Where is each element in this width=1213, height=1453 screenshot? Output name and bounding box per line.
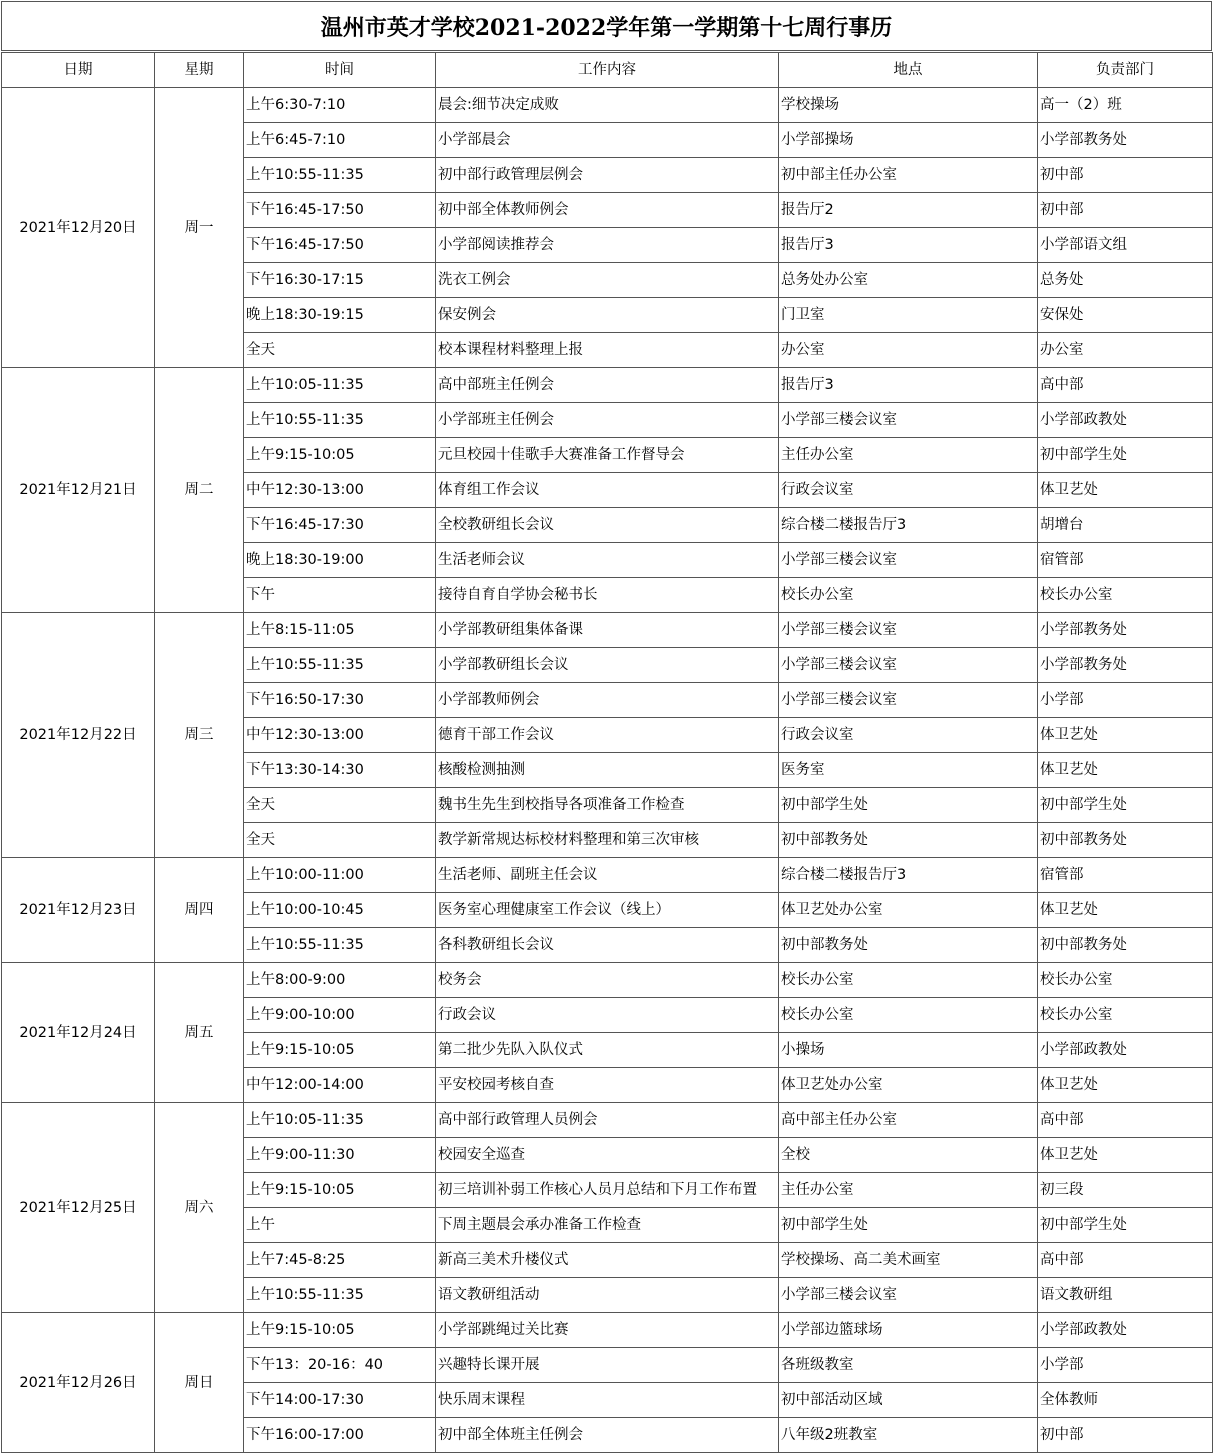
- dept-cell: 小学部: [1038, 683, 1213, 718]
- dept-cell: 高中部: [1038, 368, 1213, 403]
- header-time: 时间: [244, 53, 436, 88]
- time-cell: 上午10:00-10:45: [244, 893, 436, 928]
- table-row: [2, 1313, 1213, 1348]
- place-cell: 总务处办公室: [779, 263, 1038, 298]
- content-cell: 新高三美术升楼仪式: [436, 1243, 779, 1278]
- content-cell: 小学部教师例会: [436, 683, 779, 718]
- dept-cell: 初中部学生处: [1038, 788, 1213, 823]
- weekday-cell: 周日: [155, 1313, 244, 1453]
- place-cell: 高中部主任办公室: [779, 1103, 1038, 1138]
- time-cell: 下午16:45-17:50: [244, 193, 436, 228]
- place-cell: 初中部学生处: [779, 1208, 1038, 1243]
- time-cell: 下午16:45-17:50: [244, 228, 436, 263]
- content-cell: 初中部全体教师例会: [436, 193, 779, 228]
- place-cell: 小学部三楼会议室: [779, 543, 1038, 578]
- place-cell: 校长办公室: [779, 578, 1038, 613]
- place-cell: 办公室: [779, 333, 1038, 368]
- content-cell: 洗衣工例会: [436, 263, 779, 298]
- time-cell: 上午9:00-10:00: [244, 998, 436, 1033]
- place-cell: 小学部三楼会议室: [779, 1278, 1038, 1313]
- dept-cell: 初中部: [1038, 158, 1213, 193]
- content-cell: 平安校园考核自查: [436, 1068, 779, 1103]
- place-cell: 综合楼二楼报告厅3: [779, 858, 1038, 893]
- content-cell: 小学部晨会: [436, 123, 779, 158]
- dept-cell: 语文教研组: [1038, 1278, 1213, 1313]
- date-cell: 2021年12月23日: [2, 858, 155, 963]
- content-cell: 晨会:细节决定成败: [436, 88, 779, 123]
- dept-cell: 小学部教务处: [1038, 123, 1213, 158]
- time-cell: 上午10:55-11:35: [244, 928, 436, 963]
- place-cell: 初中部主任办公室: [779, 158, 1038, 193]
- dept-cell: 宿管部: [1038, 858, 1213, 893]
- time-cell: 中午12:30-13:00: [244, 473, 436, 508]
- dept-cell: 体卫艺处: [1038, 753, 1213, 788]
- content-cell: 核酸检测抽测: [436, 753, 779, 788]
- time-cell: 全天: [244, 788, 436, 823]
- time-cell: 上午10:00-11:00: [244, 858, 436, 893]
- schedule-body: [2, 88, 1213, 1453]
- dept-cell: 总务处: [1038, 263, 1213, 298]
- place-cell: 小学部边篮球场: [779, 1313, 1038, 1348]
- dept-cell: 小学部政教处: [1038, 1033, 1213, 1068]
- time-cell: 上午10:55-11:35: [244, 648, 436, 683]
- place-cell: 小学部三楼会议室: [779, 613, 1038, 648]
- time-cell: 下午16:50-17:30: [244, 683, 436, 718]
- date-cell: 2021年12月22日: [2, 613, 155, 858]
- place-cell: 综合楼二楼报告厅3: [779, 508, 1038, 543]
- place-cell: 小学部操场: [779, 123, 1038, 158]
- content-cell: 体育组工作会议: [436, 473, 779, 508]
- weekday-cell: 周一: [155, 88, 244, 368]
- content-cell: 校园安全巡查: [436, 1138, 779, 1173]
- content-cell: 初中部行政管理层例会: [436, 158, 779, 193]
- place-cell: 小学部三楼会议室: [779, 648, 1038, 683]
- dept-cell: 体卫艺处: [1038, 473, 1213, 508]
- time-cell: 上午8:15-11:05: [244, 613, 436, 648]
- dept-cell: 体卫艺处: [1038, 718, 1213, 753]
- dept-cell: 小学部: [1038, 1348, 1213, 1383]
- content-cell: 高中部行政管理人员例会: [436, 1103, 779, 1138]
- dept-cell: 体卫艺处: [1038, 1068, 1213, 1103]
- time-cell: 上午8:00-9:00: [244, 963, 436, 998]
- place-cell: 初中部学生处: [779, 788, 1038, 823]
- place-cell: 小学部三楼会议室: [779, 403, 1038, 438]
- place-cell: 各班级教室: [779, 1348, 1038, 1383]
- time-cell: 上午9:15-10:05: [244, 1173, 436, 1208]
- place-cell: 体卫艺处办公室: [779, 893, 1038, 928]
- content-cell: 小学部教研组长会议: [436, 648, 779, 683]
- content-cell: 高中部班主任例会: [436, 368, 779, 403]
- header-dept: 负责部门: [1038, 53, 1213, 88]
- content-cell: 各科教研组长会议: [436, 928, 779, 963]
- place-cell: 主任办公室: [779, 1173, 1038, 1208]
- header-weekday: 星期: [155, 53, 244, 88]
- dept-cell: 初三段: [1038, 1173, 1213, 1208]
- place-cell: 主任办公室: [779, 438, 1038, 473]
- header-content: 工作内容: [436, 53, 779, 88]
- table-row: [2, 88, 1213, 123]
- time-cell: 晚上18:30-19:00: [244, 543, 436, 578]
- place-cell: 体卫艺处办公室: [779, 1068, 1038, 1103]
- table-row: [2, 613, 1213, 648]
- weekday-cell: 周四: [155, 858, 244, 963]
- dept-cell: 小学部语文组: [1038, 228, 1213, 263]
- content-cell: 魏书生先生到校指导各项准备工作检查: [436, 788, 779, 823]
- date-cell: 2021年12月25日: [2, 1103, 155, 1313]
- weekday-cell: 周六: [155, 1103, 244, 1313]
- date-cell: 2021年12月24日: [2, 963, 155, 1103]
- content-cell: 保安例会: [436, 298, 779, 333]
- time-cell: 上午10:55-11:35: [244, 1278, 436, 1313]
- weekday-cell: 周三: [155, 613, 244, 858]
- place-cell: 行政会议室: [779, 718, 1038, 753]
- dept-cell: 胡增台: [1038, 508, 1213, 543]
- dept-cell: 初中部教务处: [1038, 928, 1213, 963]
- time-cell: 上午10:05-11:35: [244, 368, 436, 403]
- content-cell: 生活老师、副班主任会议: [436, 858, 779, 893]
- dept-cell: 体卫艺处: [1038, 1138, 1213, 1173]
- page-title: 温州市英才学校2021-2022学年第一学期第十七周行事历: [1, 1, 1212, 51]
- dept-cell: 初中部: [1038, 193, 1213, 228]
- content-cell: 兴趣特长课开展: [436, 1348, 779, 1383]
- time-cell: 下午: [244, 578, 436, 613]
- time-cell: 上午6:45-7:10: [244, 123, 436, 158]
- content-cell: 德育干部工作会议: [436, 718, 779, 753]
- table-row: [2, 858, 1213, 893]
- dept-cell: 体卫艺处: [1038, 893, 1213, 928]
- dept-cell: 安保处: [1038, 298, 1213, 333]
- dept-cell: 小学部政教处: [1038, 403, 1213, 438]
- place-cell: 小操场: [779, 1033, 1038, 1068]
- schedule-table: [1, 52, 1213, 1453]
- content-cell: 小学部班主任例会: [436, 403, 779, 438]
- time-cell: 上午10:55-11:35: [244, 403, 436, 438]
- time-cell: 中午12:00-14:00: [244, 1068, 436, 1103]
- time-cell: 下午14:00-17:30: [244, 1383, 436, 1418]
- content-cell: 教学新常规达标校材料整理和第三次审核: [436, 823, 779, 858]
- place-cell: 学校操场、高二美术画室: [779, 1243, 1038, 1278]
- content-cell: 第二批少先队入队仪式: [436, 1033, 779, 1068]
- time-cell: 下午13：20-16：40: [244, 1348, 436, 1383]
- table-row: [2, 1103, 1213, 1138]
- time-cell: 上午9:00-11:30: [244, 1138, 436, 1173]
- place-cell: 学校操场: [779, 88, 1038, 123]
- weekday-cell: 周二: [155, 368, 244, 613]
- content-cell: 初中部全体班主任例会: [436, 1418, 779, 1453]
- place-cell: 报告厅3: [779, 368, 1038, 403]
- place-cell: 初中部活动区域: [779, 1383, 1038, 1418]
- time-cell: 下午16:00-17:00: [244, 1418, 436, 1453]
- dept-cell: 小学部政教处: [1038, 1313, 1213, 1348]
- content-cell: 元旦校园十佳歌手大赛准备工作督导会: [436, 438, 779, 473]
- dept-cell: 初中部: [1038, 1418, 1213, 1453]
- weekday-cell: 周五: [155, 963, 244, 1103]
- dept-cell: 初中部教务处: [1038, 823, 1213, 858]
- time-cell: 上午: [244, 1208, 436, 1243]
- date-cell: 2021年12月21日: [2, 368, 155, 613]
- content-cell: 行政会议: [436, 998, 779, 1033]
- place-cell: 八年级2班教室: [779, 1418, 1038, 1453]
- dept-cell: 校长办公室: [1038, 963, 1213, 998]
- content-cell: 生活老师会议: [436, 543, 779, 578]
- dept-cell: 宿管部: [1038, 543, 1213, 578]
- dept-cell: 校长办公室: [1038, 998, 1213, 1033]
- content-cell: 初三培训补弱工作核心人员月总结和下月工作布置: [436, 1173, 779, 1208]
- date-cell: 2021年12月20日: [2, 88, 155, 368]
- place-cell: 门卫室: [779, 298, 1038, 333]
- dept-cell: 校长办公室: [1038, 578, 1213, 613]
- time-cell: 上午9:15-10:05: [244, 1033, 436, 1068]
- place-cell: 报告厅2: [779, 193, 1038, 228]
- dept-cell: 高中部: [1038, 1103, 1213, 1138]
- time-cell: 中午12:30-13:00: [244, 718, 436, 753]
- header-date: 日期: [2, 53, 155, 88]
- dept-cell: 小学部教务处: [1038, 648, 1213, 683]
- content-cell: 全校教研组长会议: [436, 508, 779, 543]
- place-cell: 医务室: [779, 753, 1038, 788]
- time-cell: 上午7:45-8:25: [244, 1243, 436, 1278]
- time-cell: 下午16:45-17:30: [244, 508, 436, 543]
- place-cell: 初中部教务处: [779, 928, 1038, 963]
- content-cell: 小学部阅读推荐会: [436, 228, 779, 263]
- dept-cell: 初中部学生处: [1038, 1208, 1213, 1243]
- time-cell: 上午9:15-10:05: [244, 1313, 436, 1348]
- content-cell: 医务室心理健康室工作会议（线上）: [436, 893, 779, 928]
- dept-cell: 小学部教务处: [1038, 613, 1213, 648]
- header-row: [2, 53, 1213, 88]
- table-row: [2, 368, 1213, 403]
- dept-cell: 高中部: [1038, 1243, 1213, 1278]
- content-cell: 语文教研组活动: [436, 1278, 779, 1313]
- time-cell: 上午10:05-11:35: [244, 1103, 436, 1138]
- content-cell: 快乐周末课程: [436, 1383, 779, 1418]
- dept-cell: 办公室: [1038, 333, 1213, 368]
- dept-cell: 初中部学生处: [1038, 438, 1213, 473]
- time-cell: 全天: [244, 823, 436, 858]
- content-cell: 校本课程材料整理上报: [436, 333, 779, 368]
- date-cell: 2021年12月26日: [2, 1313, 155, 1453]
- time-cell: 全天: [244, 333, 436, 368]
- place-cell: 校长办公室: [779, 998, 1038, 1033]
- time-cell: 晚上18:30-19:15: [244, 298, 436, 333]
- content-cell: 下周主题晨会承办准备工作检查: [436, 1208, 779, 1243]
- place-cell: 报告厅3: [779, 228, 1038, 263]
- header-place: 地点: [779, 53, 1038, 88]
- content-cell: 校务会: [436, 963, 779, 998]
- place-cell: 校长办公室: [779, 963, 1038, 998]
- place-cell: 初中部教务处: [779, 823, 1038, 858]
- content-cell: 小学部跳绳过关比赛: [436, 1313, 779, 1348]
- table-row: [2, 963, 1213, 998]
- place-cell: 全校: [779, 1138, 1038, 1173]
- time-cell: 下午16:30-17:15: [244, 263, 436, 298]
- content-cell: 小学部教研组集体备课: [436, 613, 779, 648]
- dept-cell: 全体教师: [1038, 1383, 1213, 1418]
- time-cell: 上午10:55-11:35: [244, 158, 436, 193]
- place-cell: 小学部三楼会议室: [779, 683, 1038, 718]
- time-cell: 上午6:30-7:10: [244, 88, 436, 123]
- dept-cell: 高一（2）班: [1038, 88, 1213, 123]
- time-cell: 下午13:30-14:30: [244, 753, 436, 788]
- content-cell: 接待自育自学协会秘书长: [436, 578, 779, 613]
- place-cell: 行政会议室: [779, 473, 1038, 508]
- time-cell: 上午9:15-10:05: [244, 438, 436, 473]
